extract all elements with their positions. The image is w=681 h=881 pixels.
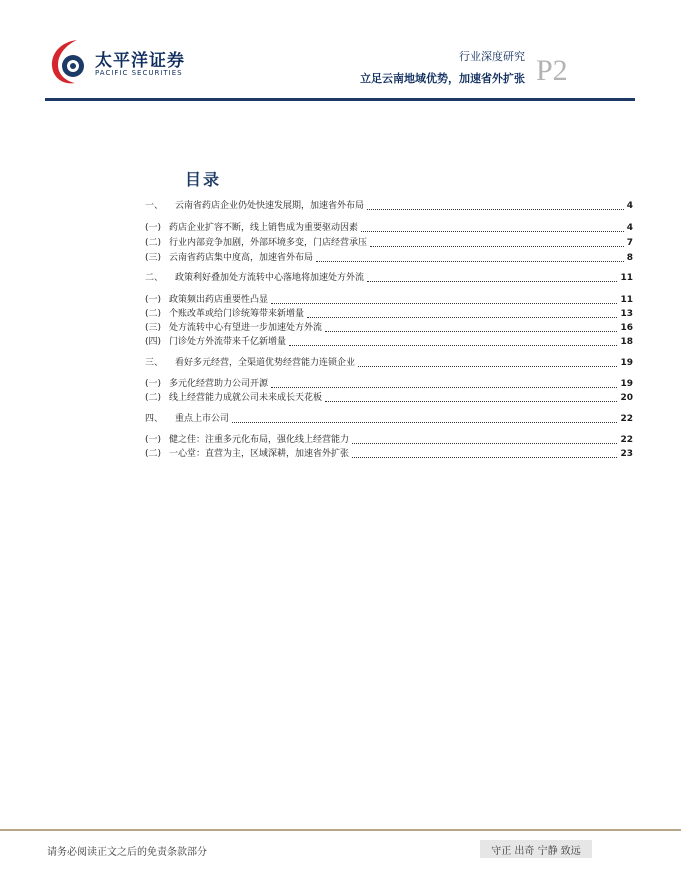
- toc-entry-page: 4: [626, 223, 633, 233]
- toc-leader-dots: [232, 414, 617, 423]
- toc-entry-page: 22: [620, 414, 633, 424]
- toc-entry-text: 政策利好叠加处方流转中心落地将加速处方外流: [175, 273, 365, 283]
- toc-entry[interactable]: [145, 198, 633, 212]
- toc-entry-text: 健之佳：注重多元化布局，强化线上经营能力: [169, 435, 350, 445]
- toc-leader-dots: [361, 223, 624, 232]
- toc-leader-dots: [289, 337, 617, 346]
- toc-entry[interactable]: [145, 355, 633, 369]
- toc-entry-text: 药店企业扩容不断，线上销售成为重要驱动因素: [169, 223, 359, 233]
- toc-entry-number: (一): [145, 435, 162, 445]
- toc-entry-text: 一心堂：直营为主，区域深耕，加速省外扩张: [169, 449, 350, 459]
- toc-entry-number: (二): [145, 309, 162, 319]
- toc-entry[interactable]: [145, 220, 633, 234]
- toc-entry-number: 四、: [145, 414, 164, 424]
- toc-entry-text: 重点上市公司: [175, 414, 230, 424]
- toc-entry-text: 看好多元经营，全渠道优势经营能力连锁企业: [175, 358, 356, 368]
- toc-entry-number: (四): [145, 337, 162, 347]
- toc-entry-page: 11: [620, 295, 633, 305]
- toc-entry[interactable]: [145, 334, 633, 348]
- toc-entry-number: 二、: [145, 273, 164, 283]
- toc-entry-text: 云南省药店集中度高，加速省外布局: [169, 253, 314, 263]
- toc-leader-dots: [271, 295, 617, 304]
- toc-leader-dots: [370, 238, 624, 247]
- footer-motto: 守正 出奇 宁静 致远: [480, 840, 592, 858]
- toc-entry-page: 13: [620, 309, 633, 319]
- toc-entry-number: 三、: [145, 358, 164, 368]
- footer-disclaimer: 请务必阅读正文之后的免责条款部分: [47, 847, 207, 858]
- toc-entry-page: 19: [620, 379, 633, 389]
- toc-entry-text: 线上经营能力成就公司未来成长天花板: [169, 393, 323, 403]
- toc-entry-page: 18: [620, 337, 633, 347]
- toc-leader-dots: [316, 253, 624, 262]
- toc-entry[interactable]: [145, 411, 633, 425]
- toc-entry[interactable]: [145, 320, 633, 334]
- footer-divider: [0, 829, 681, 831]
- toc-leader-dots: [307, 309, 617, 318]
- toc-entry[interactable]: [145, 432, 633, 446]
- toc-entry[interactable]: [145, 446, 633, 460]
- page-number: P2: [536, 54, 568, 87]
- header-divider: [45, 98, 635, 101]
- toc-leader-dots: [352, 449, 617, 458]
- logo-mark-icon: [47, 36, 93, 86]
- toc-entry-number: 一、: [145, 201, 164, 211]
- toc-leader-dots: [367, 201, 624, 210]
- toc-entry-page: 19: [620, 358, 633, 368]
- toc-entry[interactable]: [145, 306, 633, 320]
- page-header: [0, 0, 681, 102]
- toc-entry-page: 23: [620, 449, 633, 459]
- toc-entry-number: (二): [145, 393, 162, 403]
- report-title: 立足云南地域优势，加速省外扩张: [360, 72, 525, 85]
- toc-entry-text: 个账改革或给门诊统筹带来新增量: [169, 309, 305, 319]
- toc-entry-number: (一): [145, 223, 162, 233]
- company-logo: [47, 36, 187, 86]
- toc-leader-dots: [325, 323, 617, 332]
- toc-entry-page: 4: [626, 201, 633, 211]
- toc-entry-number: (一): [145, 379, 162, 389]
- toc-entry-number: (一): [145, 295, 162, 305]
- toc-leader-dots: [352, 435, 617, 444]
- toc-entry-page: 7: [626, 238, 633, 248]
- toc-leader-dots: [271, 379, 617, 388]
- toc-entry-number: (二): [145, 238, 162, 248]
- report-type: 行业深度研究: [459, 50, 525, 63]
- toc-leader-dots: [325, 393, 617, 402]
- toc-entry[interactable]: [145, 292, 633, 306]
- toc-entry-page: 11: [620, 273, 633, 283]
- toc-leader-dots: [367, 273, 617, 282]
- toc-entry-text: 门诊处方外流带来千亿新增量: [169, 337, 287, 347]
- toc-entry-page: 16: [620, 323, 633, 333]
- toc-heading: 目录: [185, 170, 222, 189]
- toc-entry[interactable]: [145, 270, 633, 284]
- toc-entry[interactable]: [145, 376, 633, 390]
- toc-entry-text: 云南省药店企业仍处快速发展期，加速省外布局: [175, 201, 365, 211]
- toc-entry-text: 处方流转中心有望进一步加速处方外流: [169, 323, 323, 333]
- toc-leader-dots: [358, 358, 617, 367]
- toc-entry-text: 行业内部竞争加剧，外部环境多变，门店经营承压: [169, 238, 368, 248]
- toc-entry-page: 22: [620, 435, 633, 445]
- toc-entry-number: (三): [145, 323, 162, 333]
- toc-entry-number: (三): [145, 253, 162, 263]
- logo-chinese-name: 太平洋证券: [95, 51, 185, 71]
- toc-entry[interactable]: [145, 390, 633, 404]
- logo-english-name: PACIFIC SECURITIES: [95, 69, 183, 77]
- toc-entry-number: (二): [145, 449, 162, 459]
- toc-entry-page: 20: [620, 393, 633, 403]
- toc-entry[interactable]: [145, 235, 633, 249]
- toc-entry-text: 政策频出药店重要性凸显: [169, 295, 269, 305]
- toc-entry-page: 8: [626, 253, 633, 263]
- toc-entry-text: 多元化经营助力公司开源: [169, 379, 269, 389]
- toc-entry[interactable]: [145, 250, 633, 264]
